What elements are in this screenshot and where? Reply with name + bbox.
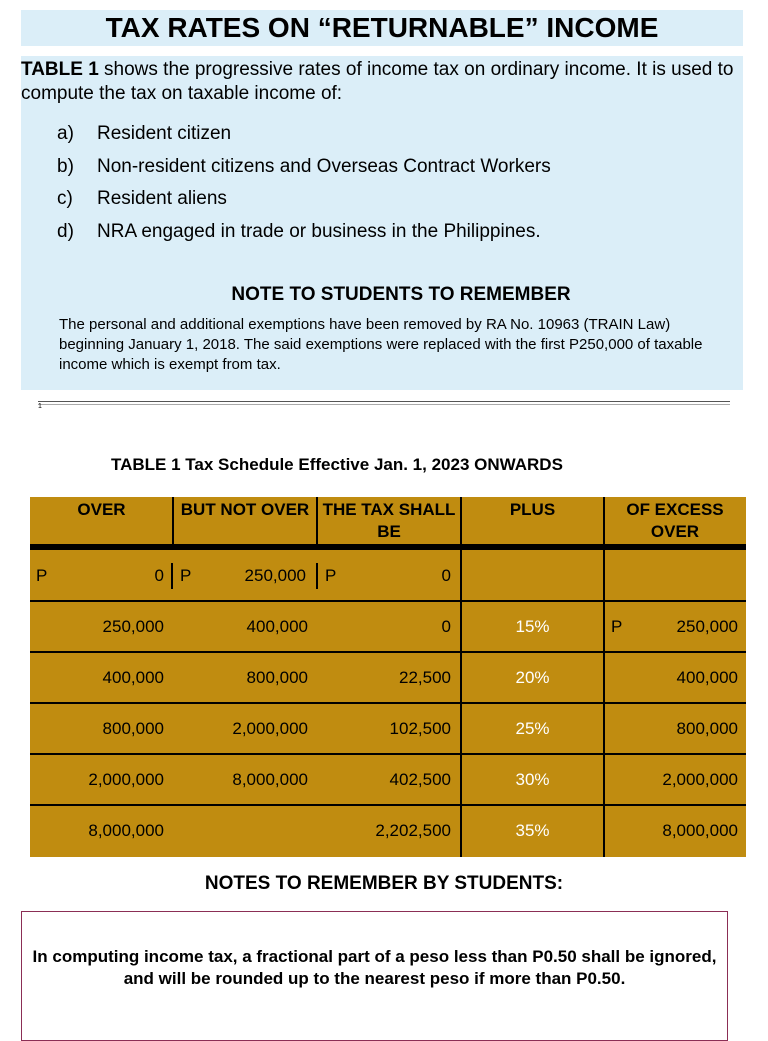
cell-excess: 400,000 xyxy=(676,668,738,687)
cell-excess: 250,000 xyxy=(676,617,738,636)
intro-lead: TABLE 1 xyxy=(21,59,99,80)
column-header-but-not-over: BUT NOT OVER xyxy=(180,500,310,519)
list-item xyxy=(57,187,551,220)
cell-over: 800,000 xyxy=(102,719,164,738)
grid-line xyxy=(30,702,746,704)
cell-over: 0 xyxy=(154,566,164,585)
intro-paragraph xyxy=(21,58,737,106)
tax-schedule-table xyxy=(30,497,746,857)
list-item-text: NRA engaged in trade or business in the Philippines. xyxy=(97,220,541,242)
cell-tax: 2,202,500 xyxy=(375,821,451,840)
cell-tax: 102,500 xyxy=(389,719,451,738)
list-item-text: Resident citizen xyxy=(97,123,232,144)
cell-excess: 800,000 xyxy=(676,719,738,738)
list-item xyxy=(57,220,551,253)
peso-sign: P xyxy=(325,566,337,585)
grid-line xyxy=(30,600,746,602)
list-item-text: Resident aliens xyxy=(97,188,227,209)
peso-sign: P xyxy=(180,566,192,585)
column-header-tax-shall-be: THE TAX SHALL BE xyxy=(322,500,456,541)
cell-plus: 30% xyxy=(515,770,550,789)
note-body: The personal and additional exemptions have been removed by RA No. 10963 (TRAIN Law) beginning January 1, 2018. The said exemptions were replaced with the first P250,000 of taxable income which is exempt from tax. xyxy=(59,316,703,373)
list-item-label: d) xyxy=(57,220,74,242)
peso-sign: P xyxy=(611,617,623,636)
cell-over: 2,000,000 xyxy=(88,770,164,789)
column-header-excess-over: OF EXCESS OVER xyxy=(626,500,724,541)
footnote-marker: 1 xyxy=(38,403,42,410)
cell-over: 400,000 xyxy=(102,668,164,687)
cell-tax: 402,500 xyxy=(389,770,451,789)
cell-plus: 20% xyxy=(515,668,550,687)
grid-line xyxy=(171,563,173,589)
cell-excess: 2,000,000 xyxy=(662,770,738,789)
grid-line xyxy=(316,563,318,589)
page-title: TAX RATES ON “RETURNABLE” INCOME xyxy=(21,10,743,46)
intro-panel xyxy=(21,56,743,390)
notes-text: In computing income tax, a fractional part of a peso less than P0.50 shall be ignored, and will be rounded up to the nearest peso if more than P0.50. xyxy=(32,947,717,988)
cell-tax: 0 xyxy=(441,566,451,585)
header-rule xyxy=(30,544,746,550)
list-item-label: b) xyxy=(57,155,74,177)
column-header-plus: PLUS xyxy=(509,500,556,519)
cell-over: 250,000 xyxy=(102,617,164,636)
divider xyxy=(38,401,730,402)
grid-line xyxy=(30,753,746,755)
divider xyxy=(38,404,730,405)
list-item xyxy=(57,155,551,188)
cell-not-over: 250,000 xyxy=(244,566,306,585)
grid-line xyxy=(30,804,746,806)
cell-plus: 35% xyxy=(515,821,550,840)
peso-sign: P xyxy=(36,566,48,585)
cell-not-over: 400,000 xyxy=(246,617,308,636)
list-item-label: a) xyxy=(57,123,74,144)
cell-not-over: 8,000,000 xyxy=(232,770,308,789)
grid-line xyxy=(316,497,318,547)
grid-line xyxy=(30,651,746,653)
notes-box xyxy=(21,911,728,1041)
list-item xyxy=(57,122,551,155)
cell-over: 8,000,000 xyxy=(88,821,164,840)
list-item-label: c) xyxy=(57,188,73,209)
cell-not-over: 800,000 xyxy=(246,668,308,687)
cell-plus: 25% xyxy=(515,719,550,738)
cell-excess: 8,000,000 xyxy=(662,821,738,840)
intro-text: shows the progressive rates of income tax on ordinary income. It is used to compute the tax on taxable income of: xyxy=(21,59,734,104)
taxpayer-list xyxy=(57,122,551,252)
cell-not-over: 2,000,000 xyxy=(232,719,308,738)
note-title: NOTE TO STUDENTS TO REMEMBER xyxy=(231,284,571,305)
table-caption: TABLE 1 Tax Schedule Effective Jan. 1, 2023 ONWARDS xyxy=(111,455,563,474)
cell-plus: 15% xyxy=(515,617,550,636)
list-item-text: Non-resident citizens and Overseas Contract Workers xyxy=(97,155,551,177)
cell-tax: 22,500 xyxy=(399,668,451,687)
cell-tax: 0 xyxy=(441,617,451,636)
grid-line xyxy=(172,497,174,547)
notes-heading: NOTES TO REMEMBER BY STUDENTS: xyxy=(204,873,564,894)
column-header-over: OVER xyxy=(77,500,126,519)
